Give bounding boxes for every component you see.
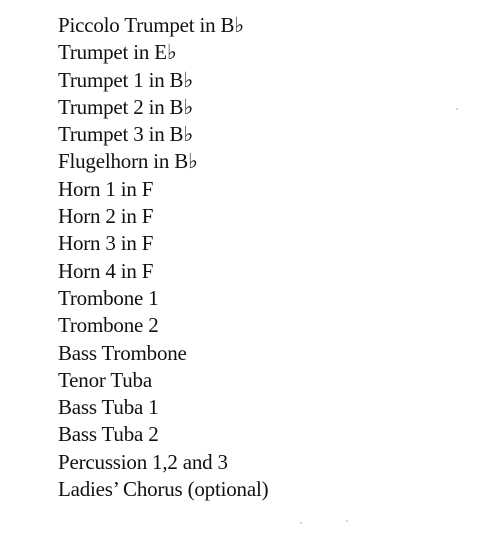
list-item: Trumpet in E♭	[58, 40, 177, 65]
list-item: Trombone 2	[58, 313, 159, 338]
list-item: Horn 2 in F	[58, 204, 154, 229]
list-item: Horn 1 in F	[58, 176, 154, 201]
list-item: Flugelhorn in B♭	[58, 149, 198, 174]
list-item: Bass Tuba 2	[58, 422, 159, 447]
list-item: Tenor Tuba	[58, 367, 152, 392]
list-item: Trombone 1	[58, 285, 159, 310]
list-item: Trumpet 1 in B♭	[58, 67, 194, 92]
paper-speck	[346, 520, 348, 522]
list-item: Trumpet 2 in B♭	[58, 94, 194, 119]
list-item: Piccolo Trumpet in B♭	[58, 13, 244, 37]
list-item: Horn 4 in F	[58, 258, 154, 283]
paper-speck	[300, 522, 302, 524]
list-item: Bass Tuba 1	[58, 395, 159, 420]
list-item: Ladies’ Chorus (optional)	[58, 477, 269, 502]
instrument-list	[58, 12, 268, 503]
list-item: Trumpet 3 in B♭	[58, 122, 194, 147]
list-item: Horn 3 in F	[58, 231, 154, 256]
list-item: Percussion 1,2 and 3	[58, 449, 228, 474]
paper-speck	[456, 108, 458, 110]
list-item: Bass Trombone	[58, 340, 187, 365]
